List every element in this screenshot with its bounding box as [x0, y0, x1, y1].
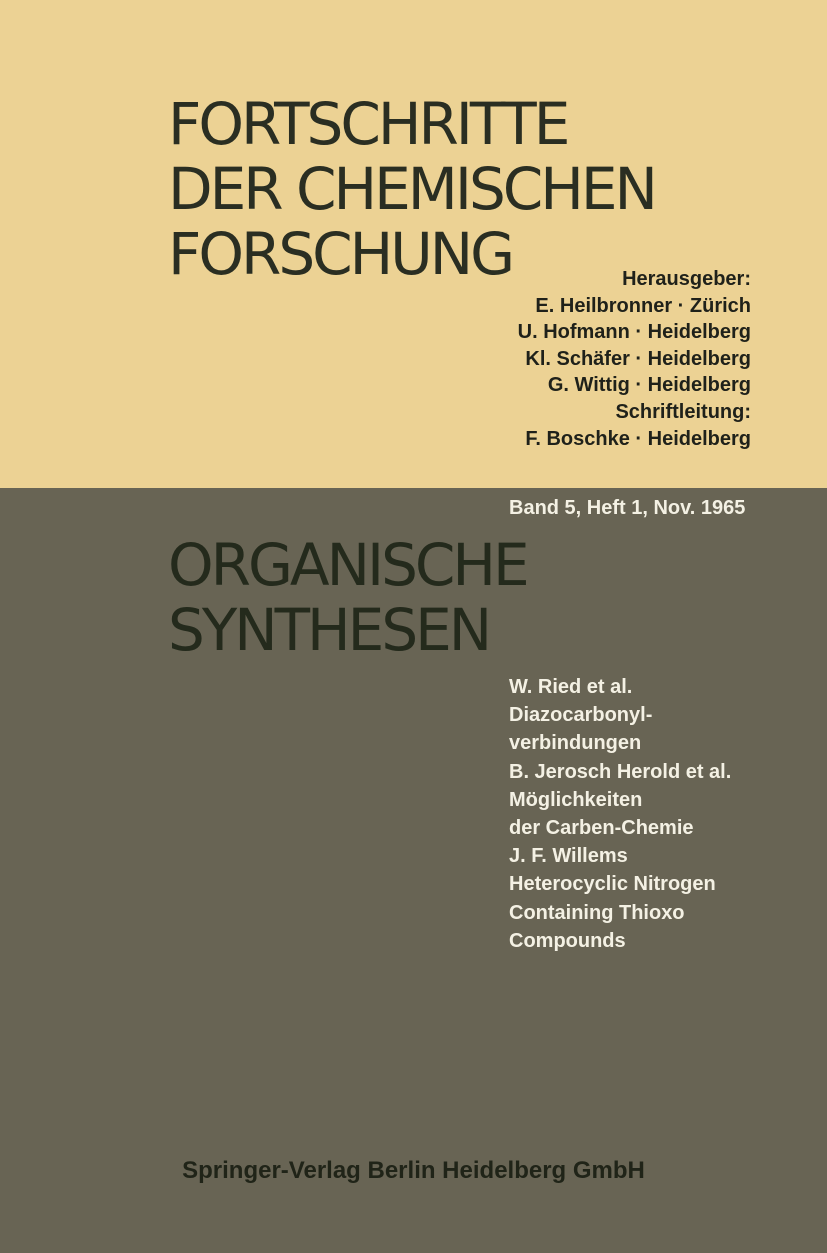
volume-title-line: ORGANISCHE: [168, 531, 527, 599]
editor-name: E. Heilbronner · Zürich: [535, 294, 751, 317]
article-title: Diazocarbonyl-: [509, 704, 653, 727]
article-author: B. Jerosch Herold et al.: [509, 760, 732, 783]
article-author: J. F. Willems: [509, 845, 628, 868]
cover-top-panel: [0, 0, 827, 488]
editor-name: G. Wittig · Heidelberg: [547, 374, 751, 397]
series-title-line: FORSCHUNG: [168, 220, 513, 288]
article-title: Heterocyclic Nitrogen: [509, 873, 716, 896]
series-title: [168, 92, 655, 287]
volume-title: [168, 533, 527, 663]
article-title: Compounds: [509, 929, 626, 952]
article-title: Containing Thioxo: [509, 901, 685, 924]
editor-name: Kl. Schäfer · Heidelberg: [525, 347, 751, 370]
article-author: W. Ried et al.: [509, 676, 633, 698]
article-title: der Carben-Chemie: [509, 817, 694, 840]
editorial-name: F. Boschke · Heidelberg: [525, 427, 751, 450]
editorial-heading: Schriftleitung:: [615, 400, 751, 423]
series-title-line: FORTSCHRITTE: [168, 90, 568, 158]
publisher-name: Springer-Verlag Berlin Heidelberg GmbH: [182, 1157, 645, 1184]
editor-name: U. Hofmann · Heidelberg: [517, 321, 751, 344]
volume-title-line: SYNTHESEN: [168, 596, 490, 664]
issue-info: Band 5, Heft 1, Nov. 1965: [509, 497, 746, 519]
editors-heading: Herausgeber:: [622, 268, 751, 290]
article-title: Möglichkeiten: [509, 788, 643, 811]
editors-block: [518, 266, 751, 452]
series-title-line: DER CHEMISCHEN: [168, 155, 655, 223]
table-of-contents: [509, 673, 731, 955]
article-title: verbindungen: [509, 732, 642, 755]
